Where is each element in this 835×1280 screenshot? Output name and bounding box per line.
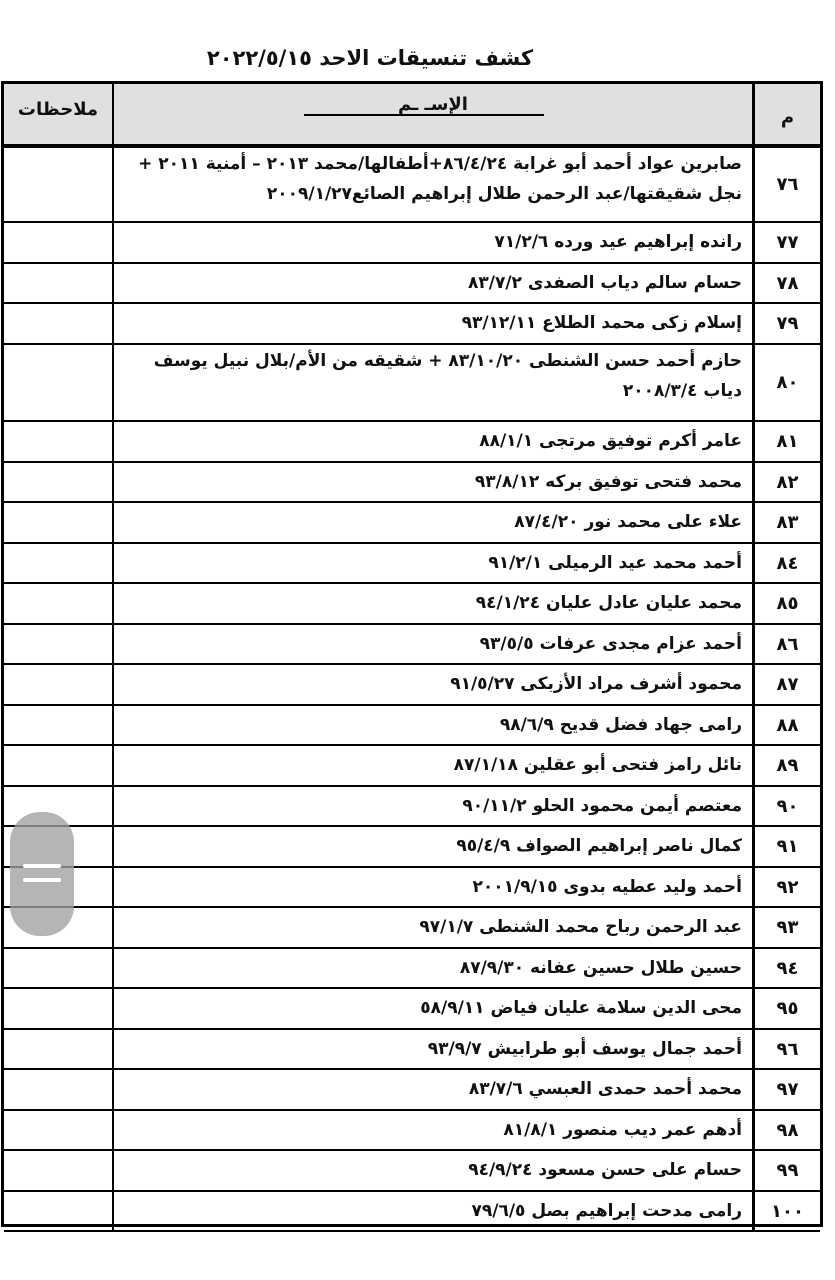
table-row	[4, 868, 820, 908]
row-number: ٩٣	[776, 917, 799, 938]
table-row	[4, 746, 820, 787]
header-number: م	[780, 107, 795, 128]
row-notes	[4, 989, 112, 1028]
row-notes	[4, 422, 112, 461]
table-row	[4, 584, 820, 625]
table-row	[4, 544, 820, 584]
row-number: ٧٨	[776, 272, 799, 294]
row-number: ٨٧	[776, 674, 799, 695]
page-title: كشف تنسيقات الاحد ٢٠٢٢/٥/١٥	[206, 46, 534, 70]
row-name: صابرين عواد أحمد أبو غرابة ٨٦/٤/٢٤+أطفالها/محمد ٢٠١٣ – أمنية ٢٠١١ + نجل شقيقتها/عبد الرحمن طلال إبراهيم الصائع٢٠٠٩/١/٢٧	[112, 148, 755, 221]
scroll-handle[interactable]	[10, 812, 74, 936]
row-number: ٩٧	[776, 1079, 799, 1100]
row-number: ٧٧	[776, 232, 799, 253]
table-row	[4, 706, 820, 746]
table-row	[4, 345, 820, 422]
row-notes	[4, 625, 112, 663]
row-notes	[4, 1192, 112, 1230]
row-notes	[4, 746, 112, 785]
header-name-label: الإسـ ـم	[398, 94, 468, 115]
row-number: ٨٢	[776, 471, 799, 493]
table-row	[4, 223, 820, 264]
row-name: عامر أكرم توفيق مرتجى ٨٨/١/١	[112, 422, 755, 461]
table-header	[4, 84, 820, 148]
row-name: أحمد وليد عطيه بدوى ٢٠٠١/٩/١٥	[112, 868, 755, 906]
row-name: معتصم أيمن محمود الحلو ٩٠/١١/٢	[112, 787, 755, 825]
table-row	[4, 908, 820, 949]
row-notes	[4, 304, 112, 343]
row-number: ٩٤	[776, 957, 799, 979]
row-number: ٨١	[776, 431, 799, 452]
row-name: علاء على محمد نور ٨٧/٤/٢٠	[112, 503, 755, 542]
row-number: ٧٩	[776, 313, 799, 334]
row-name: رامى مدحت إبراهيم بصل ٧٩/٦/٥	[112, 1192, 755, 1230]
row-name: عبد الرحمن رباح محمد الشنطى ٩٧/١/٧	[112, 908, 755, 947]
row-notes	[4, 665, 112, 704]
row-name: أدهم عمر ديب منصور ٨١/٨/١	[112, 1111, 755, 1149]
row-name: حسين طلال حسين عفانه ٨٧/٩/٣٠	[112, 949, 755, 987]
table-row	[4, 264, 820, 304]
table-row	[4, 1151, 820, 1192]
row-notes	[4, 345, 112, 420]
row-name: كمال ناصر إبراهيم الصواف ٩٥/٤/٩	[112, 827, 755, 866]
table-row	[4, 989, 820, 1030]
table-row	[4, 787, 820, 827]
row-name: رانده إبراهيم عيد ورده ٧١/٢/٦	[112, 223, 755, 262]
row-notes	[4, 544, 112, 582]
row-name: أحمد عزام مجدى عرفات ٩٣/٥/٥	[112, 625, 755, 663]
row-notes	[4, 463, 112, 501]
row-notes	[4, 264, 112, 302]
row-name: حازم أحمد حسن الشنطى ٨٣/١٠/٢٠ + شقيقه من الأم/بلال نبيل يوسف دياب ٢٠٠٨/٣/٤	[112, 345, 755, 420]
row-name: حسام على حسن مسعود ٩٤/٩/٢٤	[112, 1151, 755, 1190]
row-notes	[4, 949, 112, 987]
row-number: ٩٢	[776, 876, 799, 898]
table-row	[4, 422, 820, 463]
roster-table	[1, 81, 823, 1227]
row-number: ١٠٠	[771, 1200, 804, 1222]
row-notes	[4, 148, 112, 221]
table-row	[4, 665, 820, 706]
row-name: حسام سالم دياب الصفدى ٨٣/٧/٢	[112, 264, 755, 302]
header-name	[112, 84, 755, 144]
row-number: ٩٩	[776, 1160, 799, 1181]
table-row	[4, 1070, 820, 1111]
row-number: ٨٥	[776, 593, 799, 614]
table-row	[4, 1030, 820, 1070]
table-row	[4, 148, 820, 223]
row-notes	[4, 706, 112, 744]
row-number: ٨٦	[776, 633, 799, 655]
row-name: إسلام زكى محمد الطلاع ٩٣/١٢/١١	[112, 304, 755, 343]
table-row	[4, 503, 820, 544]
table-row	[4, 827, 820, 868]
table-row	[4, 304, 820, 345]
row-name: أحمد جمال يوسف أبو طرابيش ٩٣/٩/٧	[112, 1030, 755, 1068]
row-number: ٨٠	[776, 372, 799, 393]
table-row	[4, 463, 820, 503]
row-number: ٨٨	[776, 714, 799, 736]
row-notes	[4, 503, 112, 542]
row-notes	[4, 223, 112, 262]
row-name: محمد عليان عادل عليان ٩٤/١/٢٤	[112, 584, 755, 623]
row-notes	[4, 1151, 112, 1190]
row-name: رامى جهاد فضل قديح ٩٨/٦/٩	[112, 706, 755, 744]
header-notes: ملاحظات	[17, 99, 99, 120]
row-number: ٧٦	[776, 174, 799, 195]
row-name: محمد أحمد حمدى العبسي ٨٣/٧/٦	[112, 1070, 755, 1109]
table-row	[4, 1111, 820, 1151]
row-number: ٩٦	[776, 1038, 799, 1060]
row-name: نائل رامز فتحى أبو عقلين ٨٧/١/١٨	[112, 746, 755, 785]
row-number: ٩٥	[776, 998, 799, 1019]
row-name: محمود أشرف مراد الأزبكى ٩١/٥/٢٧	[112, 665, 755, 704]
header-name-underline	[304, 114, 544, 116]
row-name: أحمد محمد عيد الرميلى ٩١/٢/١	[112, 544, 755, 582]
table-row	[4, 949, 820, 989]
table-row	[4, 1192, 820, 1232]
row-notes	[4, 1030, 112, 1068]
row-number: ٨٣	[776, 512, 799, 533]
row-number: ٨٤	[776, 552, 799, 574]
row-number: ٨٩	[776, 755, 799, 776]
row-name: محى الدين سلامة عليان فياض ٥٨/٩/١١	[112, 989, 755, 1028]
row-number: ٩١	[776, 836, 799, 857]
row-notes	[4, 1111, 112, 1149]
row-notes	[4, 1070, 112, 1109]
row-name: محمد فتحى توفيق بركه ٩٣/٨/١٢	[112, 463, 755, 501]
row-number: ٩٠	[776, 795, 799, 817]
row-notes	[4, 584, 112, 623]
table-row	[4, 625, 820, 665]
row-number: ٩٨	[776, 1119, 799, 1141]
